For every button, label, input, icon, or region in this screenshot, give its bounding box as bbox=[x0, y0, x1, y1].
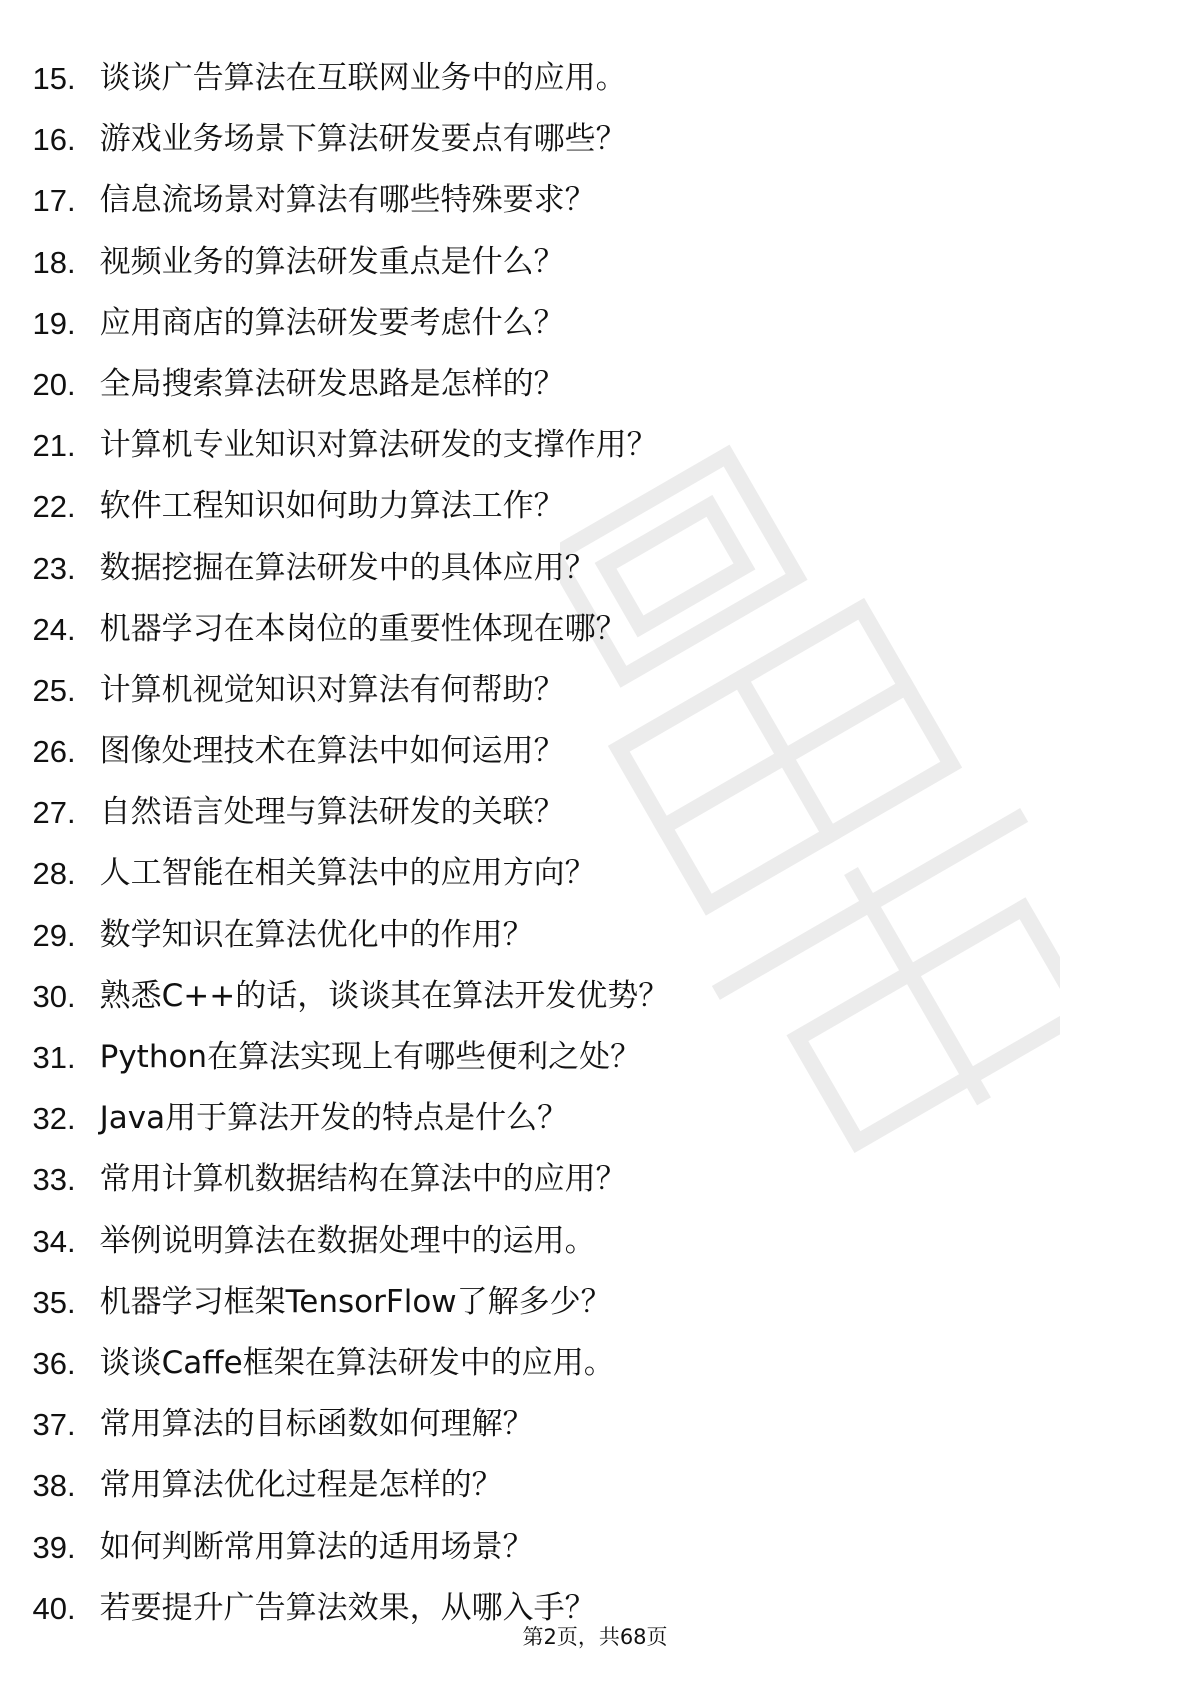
question-text: 数学知识在算法优化中的作用？ bbox=[99, 916, 534, 953]
question-number: 39 bbox=[32, 1529, 67, 1565]
question-item bbox=[0, 293, 1190, 354]
question-text: 常用算法的目标函数如何理解？ bbox=[99, 1406, 534, 1443]
question-text: Python在算法实现上有哪些便利之处？ bbox=[99, 1039, 642, 1075]
question-number: 34 bbox=[32, 1223, 67, 1259]
question-item bbox=[0, 1211, 1190, 1272]
question-number: 27 bbox=[32, 795, 67, 831]
question-number-dot: . bbox=[67, 1101, 76, 1137]
question-text: 计算机视觉知识对算法有何帮助？ bbox=[99, 671, 565, 708]
question-number-dot: . bbox=[67, 366, 76, 402]
question-item bbox=[0, 1394, 1190, 1455]
question-number: 28 bbox=[32, 856, 67, 892]
question-item bbox=[0, 1149, 1190, 1210]
question-number-dot: . bbox=[67, 489, 76, 525]
question-text: 信息流场景对算法有哪些特殊要求？ bbox=[99, 182, 596, 219]
question-text: 游戏业务场景下算法研发要点有哪些？ bbox=[99, 121, 627, 158]
question-number: 36 bbox=[32, 1345, 67, 1381]
question-text: 谈谈广告算法在互联网业务中的应用。 bbox=[99, 60, 627, 96]
page-number-footer: 第2页，共68页 bbox=[522, 1625, 668, 1649]
question-number-dot: . bbox=[67, 61, 76, 96]
question-number: 29 bbox=[32, 917, 67, 953]
question-number-dot: . bbox=[67, 550, 76, 586]
question-number-dot: . bbox=[67, 1590, 76, 1626]
question-number-dot: . bbox=[67, 978, 76, 1014]
question-item bbox=[0, 1272, 1190, 1333]
question-item bbox=[0, 782, 1190, 843]
question-number: 18 bbox=[32, 244, 67, 280]
question-text: 数据挖掘在算法研发中的具体应用？ bbox=[99, 549, 596, 586]
question-number: 32 bbox=[32, 1101, 67, 1137]
question-text: 全局搜索算法研发思路是怎样的？ bbox=[99, 365, 565, 402]
question-item bbox=[0, 415, 1190, 476]
question-number: 37 bbox=[32, 1407, 67, 1443]
question-number: 30 bbox=[32, 978, 67, 1014]
question-text: 视频业务的算法研发重点是什么？ bbox=[99, 243, 565, 280]
question-number-dot: . bbox=[67, 917, 76, 953]
question-number: 15 bbox=[32, 61, 67, 96]
question-text: 机器学习在本岗位的重要性体现在哪？ bbox=[99, 610, 627, 647]
question-item bbox=[0, 1027, 1190, 1088]
question-number-dot: . bbox=[67, 244, 76, 280]
question-item bbox=[0, 843, 1190, 904]
question-number-dot: . bbox=[67, 1468, 76, 1504]
question-number: 26 bbox=[32, 734, 67, 770]
question-number-dot: . bbox=[67, 1345, 76, 1381]
question-item bbox=[0, 476, 1190, 537]
question-text: 熟悉C++的话，谈谈其在算法开发优势？ bbox=[99, 977, 670, 1014]
question-text: 常用算法优化过程是怎样的？ bbox=[99, 1467, 503, 1504]
question-number: 38 bbox=[32, 1468, 67, 1504]
question-number-dot: . bbox=[67, 795, 76, 831]
question-item bbox=[0, 538, 1190, 599]
question-text: 如何判断常用算法的适用场景？ bbox=[99, 1528, 534, 1565]
question-number-dot: . bbox=[67, 1529, 76, 1565]
question-item bbox=[0, 1455, 1190, 1516]
question-number: 21 bbox=[32, 428, 67, 464]
question-text: 计算机专业知识对算法研发的支撑作用？ bbox=[99, 427, 658, 464]
question-item bbox=[0, 354, 1190, 415]
question-number: 35 bbox=[32, 1284, 67, 1320]
question-number-dot: . bbox=[67, 611, 76, 647]
question-item bbox=[0, 721, 1190, 782]
question-number-dot: . bbox=[67, 428, 76, 464]
question-number-dot: . bbox=[67, 1223, 76, 1259]
question-number-dot: . bbox=[67, 183, 76, 219]
question-text: 常用计算机数据结构在算法中的应用？ bbox=[99, 1161, 627, 1198]
question-item bbox=[0, 232, 1190, 293]
question-number: 40 bbox=[32, 1590, 67, 1626]
question-number: 33 bbox=[32, 1162, 67, 1198]
question-text: 图像处理技术在算法中如何运用？ bbox=[99, 733, 565, 770]
question-text: 人工智能在相关算法中的应用方向？ bbox=[99, 855, 596, 892]
question-text: 软件工程知识如何助力算法工作？ bbox=[99, 488, 565, 525]
question-number-dot: . bbox=[67, 305, 76, 341]
question-list bbox=[0, 48, 1190, 1639]
question-item bbox=[0, 966, 1190, 1027]
question-number-dot: . bbox=[67, 1284, 76, 1320]
question-number-dot: . bbox=[67, 1040, 76, 1075]
question-number-dot: . bbox=[67, 122, 76, 158]
question-item bbox=[0, 48, 1190, 109]
question-number: 24 bbox=[32, 611, 67, 647]
question-text: 自然语言处理与算法研发的关联？ bbox=[99, 794, 565, 831]
question-text: 若要提升广告算法效果，从哪入手？ bbox=[99, 1589, 596, 1626]
question-number: 25 bbox=[32, 672, 67, 708]
question-item bbox=[0, 1088, 1190, 1149]
question-text: 举例说明算法在数据处理中的运用。 bbox=[99, 1222, 596, 1259]
question-number: 16 bbox=[32, 122, 67, 158]
question-number: 17 bbox=[32, 183, 67, 219]
question-number-dot: . bbox=[67, 1162, 76, 1198]
question-number-dot: . bbox=[67, 734, 76, 770]
question-item bbox=[0, 1517, 1190, 1578]
question-number-dot: . bbox=[67, 1407, 76, 1443]
question-text: Java用于算法开发的特点是什么？ bbox=[99, 1100, 569, 1137]
question-number-dot: . bbox=[67, 856, 76, 892]
question-number: 22 bbox=[32, 489, 67, 525]
question-item bbox=[0, 1333, 1190, 1394]
question-item bbox=[0, 660, 1190, 721]
question-item bbox=[0, 170, 1190, 231]
question-number-dot: . bbox=[67, 672, 76, 708]
question-text: 应用商店的算法研发要考虑什么？ bbox=[99, 304, 565, 341]
question-number: 31 bbox=[32, 1040, 67, 1075]
question-item bbox=[0, 109, 1190, 170]
question-number: 20 bbox=[32, 366, 67, 402]
question-number: 19 bbox=[32, 305, 67, 341]
question-item bbox=[0, 599, 1190, 660]
question-item bbox=[0, 905, 1190, 966]
question-text: 谈谈Caffe框架在算法研发中的应用。 bbox=[99, 1344, 615, 1381]
question-text: 机器学习框架TensorFlow了解多少？ bbox=[99, 1283, 612, 1320]
question-number: 23 bbox=[32, 550, 67, 586]
